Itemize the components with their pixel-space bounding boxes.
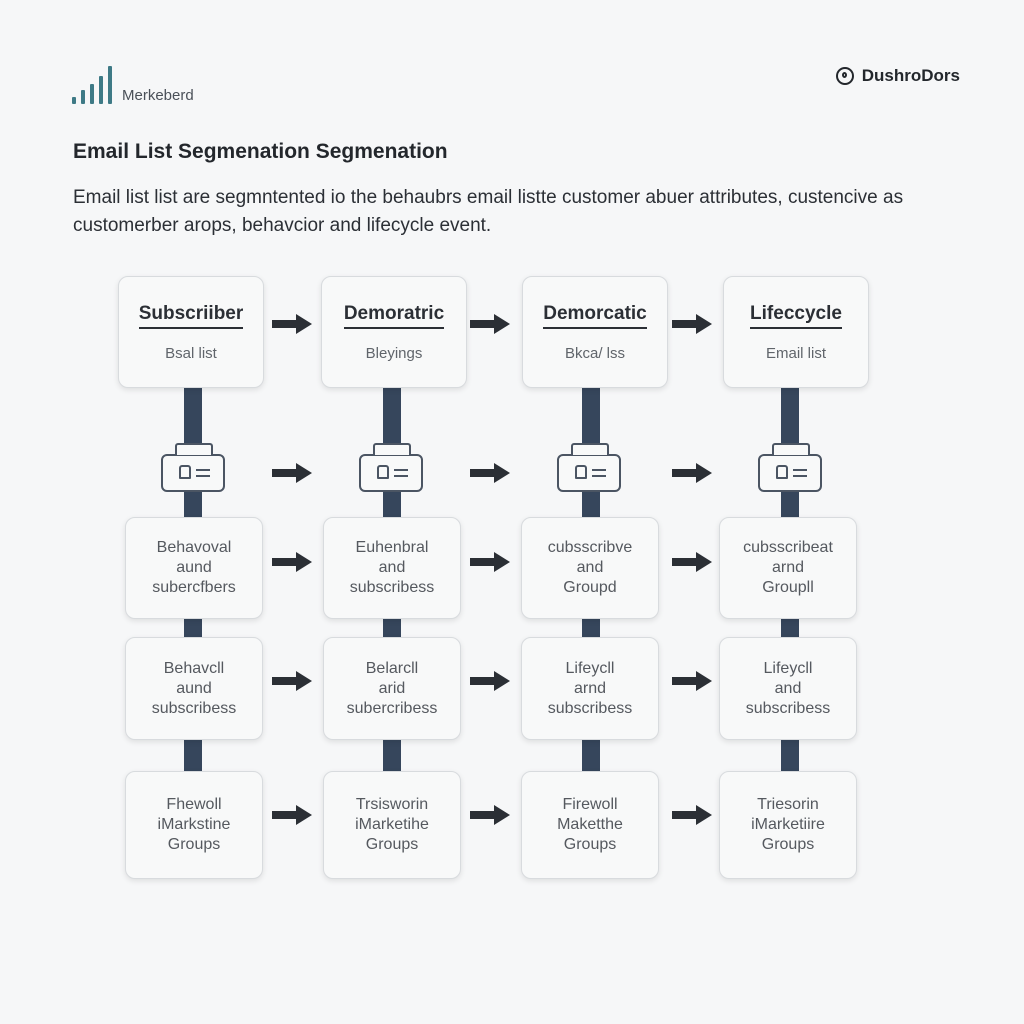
arrow-right-icon bbox=[270, 461, 314, 485]
document-tab bbox=[772, 443, 810, 455]
segment-subtitle: Bkca/ lss bbox=[564, 344, 625, 362]
segment-subtitle: Bsal list bbox=[165, 344, 217, 362]
document-card-icon bbox=[161, 454, 225, 492]
segment-card-text: Lifeycll and subscribess bbox=[745, 659, 831, 717]
arrow-right-icon bbox=[270, 550, 314, 574]
arrow-right-icon bbox=[468, 669, 512, 693]
tag-glyph bbox=[179, 465, 191, 479]
tag-glyph bbox=[377, 465, 389, 479]
arrow-right-icon bbox=[670, 669, 714, 693]
segment-card[interactable] bbox=[125, 517, 263, 619]
document-tab bbox=[175, 443, 213, 455]
document-line bbox=[196, 469, 210, 471]
segment-card[interactable] bbox=[719, 771, 857, 879]
segment-card[interactable] bbox=[125, 771, 263, 879]
document-line bbox=[394, 469, 408, 471]
dashboard-link[interactable] bbox=[836, 66, 960, 86]
circle-arrow-icon bbox=[836, 67, 854, 85]
arrow-right-icon bbox=[270, 312, 314, 336]
segment-card[interactable] bbox=[521, 517, 659, 619]
document-line bbox=[793, 469, 807, 471]
document-card-icon bbox=[359, 454, 423, 492]
arrow-right-icon bbox=[270, 803, 314, 827]
segment-card[interactable] bbox=[323, 771, 461, 879]
segment-card[interactable] bbox=[521, 637, 659, 740]
segment-card-text: Trsisworin iMarketihe Groups bbox=[355, 796, 429, 853]
arrow-right-icon bbox=[468, 550, 512, 574]
segment-card[interactable] bbox=[719, 517, 857, 619]
bar-chart-logo-icon bbox=[72, 64, 112, 104]
segment-card-text: Triesorin iMarketiire Groups bbox=[751, 796, 825, 853]
document-tab bbox=[571, 443, 609, 455]
arrow-right-icon bbox=[670, 550, 714, 574]
segment-header-card[interactable] bbox=[522, 276, 668, 388]
segment-title: Demoratric bbox=[344, 303, 444, 329]
arrow-right-icon bbox=[670, 803, 714, 827]
segment-header-card[interactable] bbox=[321, 276, 467, 388]
segment-card-text: cubsscribeat arnd Groupll bbox=[743, 539, 833, 596]
document-tab bbox=[373, 443, 411, 455]
arrow-right-icon bbox=[468, 803, 512, 827]
arrow-right-icon bbox=[468, 461, 512, 485]
segment-title: Demorcatic bbox=[543, 303, 647, 329]
tag-glyph bbox=[776, 465, 788, 479]
segment-subtitle: Email list bbox=[765, 344, 826, 362]
segment-subtitle: Bleyings bbox=[365, 344, 423, 362]
document-line bbox=[592, 475, 606, 477]
segment-card-text: Behavoval aund subercfbers bbox=[152, 539, 236, 596]
segment-card-text: Lifeycll arnd subscribess bbox=[547, 659, 633, 717]
page-title: Email List Segmenation Segmenation bbox=[73, 140, 448, 163]
arrow-right-icon bbox=[670, 461, 714, 485]
arrow-right-icon bbox=[670, 312, 714, 336]
segment-title: Subscriiber bbox=[139, 303, 244, 329]
logo-text: Merkeberd bbox=[122, 87, 194, 104]
segment-card-text: Euhenbral and subscribess bbox=[349, 539, 435, 596]
segment-card-text: cubsscribve and Groupd bbox=[547, 539, 633, 596]
segment-card-text: Belarcll arid subercribess bbox=[346, 659, 438, 717]
arrow-right-icon bbox=[468, 312, 512, 336]
segment-card[interactable] bbox=[125, 637, 263, 740]
document-card-icon bbox=[557, 454, 621, 492]
dashboard-label: DushroDors bbox=[861, 66, 960, 85]
segment-card[interactable] bbox=[323, 517, 461, 619]
segment-card[interactable] bbox=[521, 771, 659, 879]
document-line bbox=[196, 475, 210, 477]
segment-card-text: Firewoll Maketthe Groups bbox=[557, 796, 623, 853]
document-card-icon bbox=[758, 454, 822, 492]
page-description: Email list list are segmntented io the behaubrs email listte customer abuer attributes, custencive as customerber arops, behavcior and lifecycle event. bbox=[73, 187, 904, 236]
document-line bbox=[793, 475, 807, 477]
segment-title: Lifeccycle bbox=[750, 303, 842, 329]
header-logo[interactable] bbox=[72, 64, 194, 104]
segment-header-card[interactable] bbox=[118, 276, 264, 388]
segment-card-text: Fhewoll iMarkstine Groups bbox=[157, 796, 231, 853]
arrow-right-icon bbox=[270, 669, 314, 693]
document-line bbox=[592, 469, 606, 471]
segment-card[interactable] bbox=[719, 637, 857, 740]
segment-card[interactable] bbox=[323, 637, 461, 740]
tag-glyph bbox=[575, 465, 587, 479]
document-line bbox=[394, 475, 408, 477]
segment-card-text: Behavcll aund subscribess bbox=[151, 659, 237, 717]
segment-header-card[interactable] bbox=[723, 276, 869, 388]
